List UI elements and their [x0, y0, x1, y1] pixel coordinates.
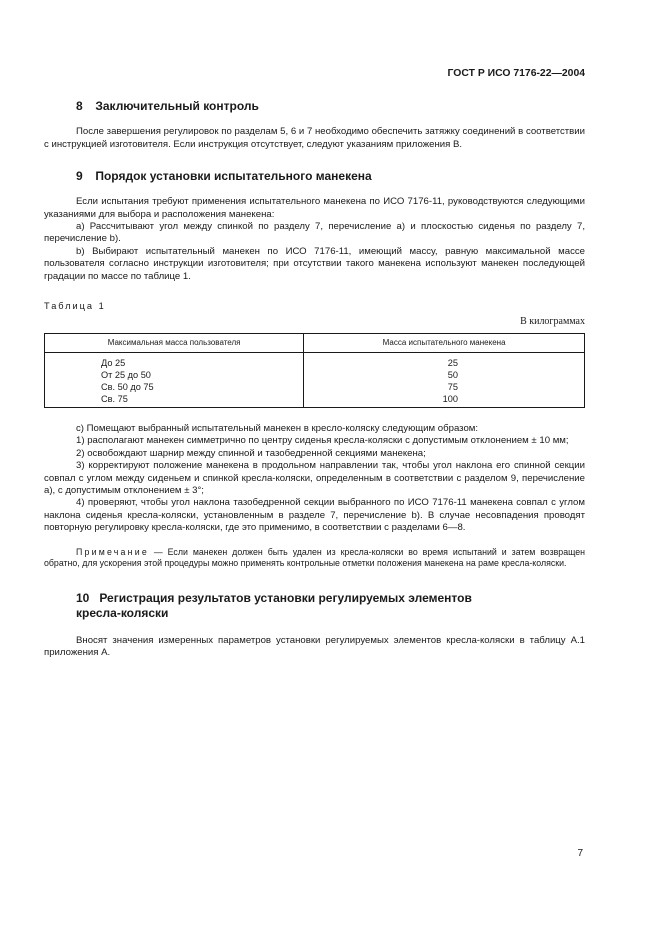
note	[44, 547, 585, 570]
table-cell-dummy-mass: 25	[304, 352, 585, 369]
section-10-title-line-2: кресла-коляски	[76, 605, 169, 620]
section-8-number: 8	[76, 99, 83, 114]
section-10-number: 10	[76, 590, 90, 605]
section-9-step-3: 3) корректируют положение манекена в продольном направлении так, чтобы угол наклона его спинной секции совпал с углом между сиденьем и спинкой кресла-коляски, определенным в соответствии с разделом 9, перечисление а), с допустимым отклонением ± 3°;	[44, 460, 585, 496]
table-header-user-mass: Максимальная масса пользователя	[45, 333, 304, 352]
table-row	[45, 352, 585, 369]
table-caption: Таблица 1	[44, 301, 106, 312]
table-cell-user-mass: От 25 до 50	[45, 369, 304, 381]
document-code: ГОСТ Р ИСО 7176-22—2004	[447, 68, 585, 79]
table-cell-user-mass: Св. 75	[45, 393, 304, 408]
section-10	[44, 591, 585, 660]
section-10-heading	[44, 591, 585, 621]
table-header-row	[45, 333, 585, 352]
note-label: Примечание	[76, 546, 149, 557]
section-10-title-line-1: Регистрация результатов установки регулируемых элементов	[99, 590, 472, 605]
table-row	[45, 369, 585, 381]
section-9-intro: Если испытания требуют применения испытательного манекена по ИСО 7176-11, руководствуются следующими указаниями для выбора и расположения манекена:	[44, 196, 585, 220]
section-9-heading	[44, 169, 585, 184]
section-9-item-a: а) Рассчитывают угол между спинкой по разделу 7, перечисление а) и плоскостью сиденья по разделу 7, перечисление b).	[44, 221, 585, 245]
section-8-heading	[44, 99, 585, 114]
section-9-step-1: 1) располагают манекен симметрично по центру сиденья кресла-коляски с допустимым отклонением ± 10 мм;	[76, 435, 569, 447]
table-header-dummy-mass: Масса испытательного манекена	[304, 333, 585, 352]
section-9-number: 9	[76, 169, 83, 184]
section-9-item-c: c) Помещают выбранный испытательный манекен в кресло-коляску следующим образом:	[76, 422, 479, 434]
mass-table	[44, 333, 585, 408]
section-8	[44, 99, 585, 151]
section-9-step-2: 2) освобождают шарнир между спинной и тазобедренной секциями манекена;	[76, 447, 426, 459]
table-row	[45, 393, 585, 408]
table-units: В килограммах	[520, 316, 585, 328]
note-text: — Если манекен должен быть удален из кресла-коляски во время испытаний и затем возвращен обратно, для ускорения этой процедуры можно применять контрольные отметки положения манекена на раме кресла-коляски.	[44, 546, 585, 569]
page-number: 7	[577, 848, 583, 859]
section-10-paragraph: Вносят значения измеренных параметров установки регулируемых элементов кресла-коляски в таблицу А.1 приложения А.	[44, 634, 585, 659]
section-8-title: Заключительный контроль	[95, 99, 259, 114]
table-row	[45, 381, 585, 393]
section-9	[44, 169, 585, 570]
section-9-step-4: 4) проверяют, чтобы угол наклона тазобедренной секции выбранного по ИСО 7176-11 манекена совпал с углом наклона сиденья кресла-коляски, установленным в разделе 7, перечисление b). В случае несовпадения проводят повторную регулировку кресла-коляски, где это применимо, в соответствии с разделами 6—8.	[44, 497, 585, 534]
table-cell-dummy-mass: 100	[304, 393, 585, 408]
section-9-item-b: b) Выбирают испытательный манекен по ИСО 7176-11, имеющий массу, равную максимальной массе пользователя согласно инструкции изготовителя; при отсутствии такого манекена используют манекен последующей градации по массе по таблице 1.	[44, 245, 585, 282]
table-cell-user-mass: Св. 50 до 75	[45, 381, 304, 393]
section-8-paragraph: После завершения регулировок по разделам 5, 6 и 7 необходимо обеспечить затяжку соединений в соответствии с инструкцией изготовителя. Если инструкция отсутствует, следуют указаниям приложения В.	[44, 126, 585, 150]
table-cell-dummy-mass: 75	[304, 381, 585, 393]
table-cell-user-mass: До 25	[45, 352, 304, 369]
section-9-title: Порядок установки испытательного манекена	[95, 169, 372, 184]
table-cell-dummy-mass: 50	[304, 369, 585, 381]
